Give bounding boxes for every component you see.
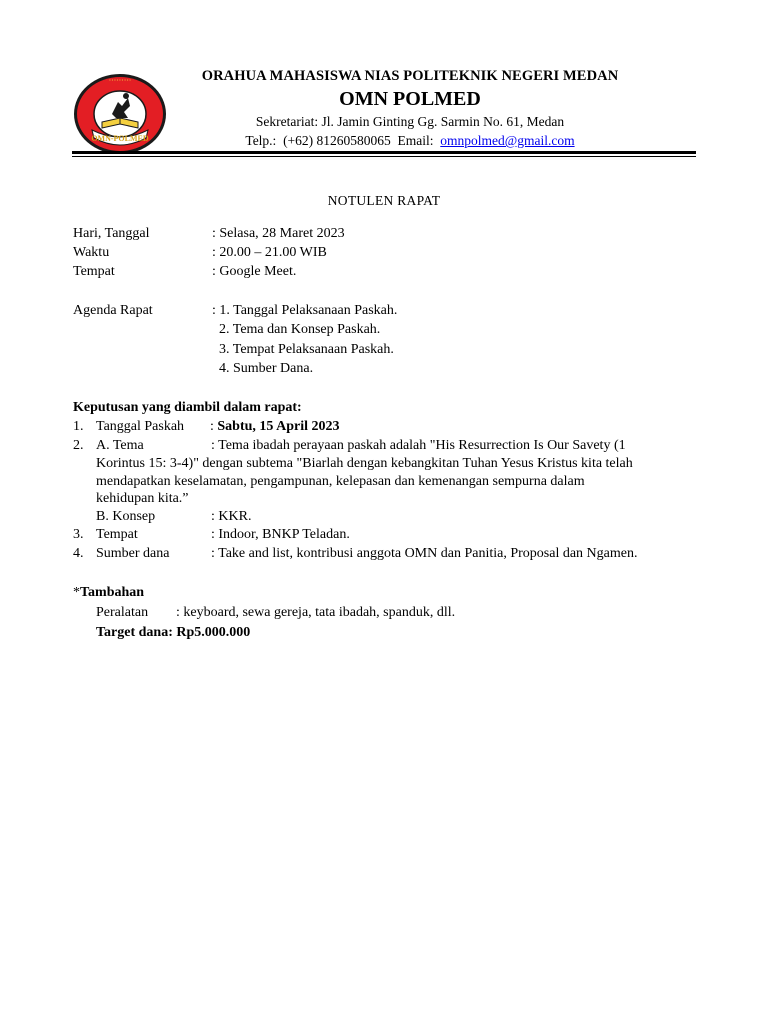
decision-number: 2.	[73, 438, 84, 453]
extra-heading	[73, 583, 144, 602]
theme-text-line: kehidupan kita.”	[96, 491, 189, 506]
org-name: ORAHUA MAHASISWA NIAS POLITEKNIK NEGERI MEDAN	[201, 68, 619, 84]
theme-text-line: : Tema ibadah perayaan paskah adalah "His Resurrection Is Our Savety (1	[211, 438, 626, 453]
agenda-label: Agenda Rapat	[73, 303, 153, 318]
decision-colon: :	[210, 419, 218, 434]
time-value: : 20.00 – 21.00 WIB	[212, 245, 327, 260]
easter-date: Sabtu, 15 April 2023	[217, 419, 340, 434]
org-address: Sekretariat: Jl. Jamin Ginting Gg. Sarmin No. 61, Medan	[255, 114, 565, 129]
decision-label: Sumber dana	[96, 546, 170, 561]
document-title: NOTULEN RAPAT	[327, 193, 441, 208]
day-value: : Selasa, 28 Maret 2023	[212, 226, 345, 241]
decision-label: Tanggal Paskah	[96, 419, 185, 434]
theme-text-line: Korintus 15: 3-4)" dengan subtema "Biarlah dengan kebangkitan Tuhan Yesus Kristus kita telah	[96, 456, 633, 471]
org-short-name: OMN POLMED	[339, 88, 481, 110]
email-link[interactable]: omnpolmed@gmail.com	[440, 133, 575, 148]
decision-value: : KKR.	[211, 509, 252, 524]
decision-number: 1.	[73, 419, 84, 434]
header-divider-thin	[72, 156, 696, 157]
extra-heading-text: Tambahan	[80, 585, 145, 600]
decision-number: 4.	[73, 546, 84, 561]
decision-label: B. Konsep	[96, 509, 156, 524]
decision-value: : Indoor, BNKP Teladan.	[211, 527, 350, 542]
decisions-heading: Keputusan yang diambil dalam rapat:	[73, 400, 302, 415]
place-value: : Google Meet.	[212, 264, 297, 279]
decision-label: Tempat	[96, 527, 138, 542]
org-contact	[160, 131, 660, 150]
svg-text:• • • • • • • • •: • • • • • • • • •	[109, 77, 131, 82]
logo-text: OMN-POLMED	[91, 134, 149, 143]
agenda-item: 3. Tempat Pelaksanaan Paskah.	[219, 342, 394, 357]
place-label: Tempat	[73, 264, 115, 279]
day-label: Hari, Tanggal	[73, 226, 150, 241]
contact-text: Telp.: (+62) 81260580065 Email:	[245, 133, 441, 148]
asterisk: *	[73, 585, 80, 600]
theme-text-line: mendapatkan keselamatan, pengampunan, kelepasan dan kemenangan sempurna dalam	[96, 474, 585, 489]
decision-value	[210, 417, 340, 436]
header-divider-thick	[72, 151, 696, 154]
decision-number: 3.	[73, 527, 84, 542]
omn-polmed-logo-icon	[72, 72, 168, 156]
decision-label: A. Tema	[96, 438, 144, 453]
funding-target: Target dana: Rp5.000.000	[96, 625, 251, 640]
equipment-label: Peralatan	[96, 605, 149, 620]
agenda-item: 4. Sumber Dana.	[219, 361, 314, 376]
decision-value: : Take and list, kontribusi anggota OMN dan Panitia, Proposal dan Ngamen.	[211, 546, 638, 561]
time-label: Waktu	[73, 245, 110, 260]
agenda-item: : 1. Tanggal Pelaksanaan Paskah.	[212, 303, 398, 318]
agenda-item: 2. Tema dan Konsep Paskah.	[219, 322, 381, 337]
equipment-value: : keyboard, sewa gereja, tata ibadah, spanduk, dll.	[176, 605, 456, 620]
